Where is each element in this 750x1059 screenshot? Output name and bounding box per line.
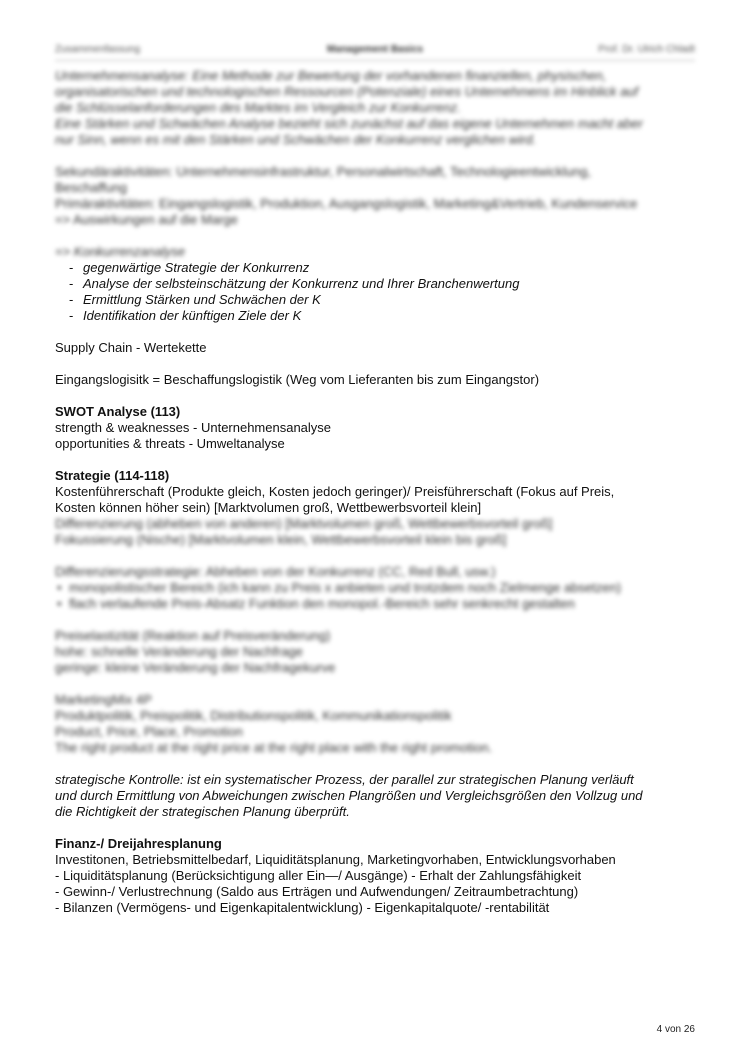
list-item: • monopolistischer Bereich (ich kann zu Preis x anbieten und trotzdem noch Zielmenge absetzen) <box>69 580 700 596</box>
page-header <box>55 44 695 61</box>
header-title: Management Basics <box>326 44 424 55</box>
page-content <box>55 68 700 916</box>
text-line: Fokussierung (Nische) [Marktvolumen klein, Wettbewerbsvorteil klein bis groß] <box>55 532 507 547</box>
page-number: 4 von 26 <box>656 1024 695 1035</box>
header-author: Prof. Dr. Ulrich Chladt <box>598 44 695 55</box>
text-line: => Auswirkungen auf die Marge <box>55 212 238 227</box>
text-line: hohe: schnelle Veränderung der Nachfrage <box>55 644 303 659</box>
text-line: => Konkurrenzanalyse <box>55 244 186 259</box>
kontrolle-line: strategische Kontrolle: ist ein systematischer Prozess, der parallel zur strategischen Planung verläuft <box>55 772 634 787</box>
konkurrenz-list <box>55 260 700 324</box>
text-line: Unternehmensanalyse: Eine Methode zur Bewertung der vorhandenen finanziellen, physischen, <box>55 68 607 83</box>
text-line: Product, Price, Place, Promotion <box>55 724 243 739</box>
list-item: - Ermittlung Stärken und Schwächen der K <box>83 292 700 308</box>
text-line: Investitonen, Betriebsmittelbedarf, Liquiditätsplanung, Marketingvorhaben, Entwicklungsvorhaben <box>55 852 616 867</box>
text-line: Beschaffung <box>55 180 128 195</box>
text-line: organisatorischen und technologischen Ressourcen (Potenziale) eines Unternehmens im Hinblick auf <box>55 84 639 99</box>
blurred-top-section <box>55 68 700 260</box>
text-line: Preiselastizität (Reaktion auf Preisveränderung) <box>55 628 331 643</box>
text-line: - Gewinn-/ Verlustrechnung (Saldo aus Erträgen und Aufwendungen/ Zeitraumbetrachtung) <box>55 884 579 899</box>
list-item: - gegenwärtige Strategie der Konkurrenz <box>83 260 700 276</box>
text-line: MarketingMix 4P <box>55 692 152 707</box>
header-left: Zusammenfassung <box>55 44 141 55</box>
text-line: die Schlüsselanforderungen des Marktes im Vergleich zur Konkurrenz. <box>55 100 461 115</box>
text-line: nur Sinn, wenn es mit den Stärken und Schwächen der Konkurrenz verglichen wird. <box>55 132 537 147</box>
eingangslogistik-text: Eingangslogisitk = Beschaffungslogistik (Weg vom Lieferanten bis zum Eingangstor) <box>55 372 540 387</box>
supply-chain-text: Supply Chain - Wertekette <box>55 340 207 355</box>
list-item: - Analyse der selbsteinschätzung der Konkurrenz und Ihrer Branchenwertung <box>83 276 700 292</box>
text-line: - Liquiditätsplanung (Berücksichtigung aller Ein—/ Ausgänge) - Erhalt der Zahlungsfähigkeit <box>55 868 582 883</box>
text-line: Produktpolitik, Preispolitik, Distributionspolitik, Kommunikationspolitik <box>55 708 452 723</box>
text-line: Eine Stärken und Schwächen Analyse bezieht sich zunächst auf das eigene Unternehmen macht aber <box>55 116 643 131</box>
text-line: The right product at the right price at the right place with the right promotion. <box>55 740 493 755</box>
strategie-heading: Strategie (114-118) <box>55 468 170 483</box>
kontrolle-line: die Richtigkeit der strategischen Planung überprüft. <box>55 804 350 819</box>
text-line: Kosten können höher sein) [Marktvolumen groß, Wettbewerbsvorteil klein] <box>55 500 482 515</box>
list-item: • flach verlaufende Preis-Absatz Funktion den monopol.-Bereich sehr senkrecht gestalten <box>69 596 700 612</box>
swot-heading: SWOT Analyse (113) <box>55 404 181 419</box>
text-line: - Bilanzen (Vermögens- und Eigenkapitalentwicklung) - Eigenkapitalquote/ -rentabilität <box>55 900 550 915</box>
kontrolle-line: und durch Ermittlung von Abweichungen zwischen Plangrößen und Vergleichsgrößen den Vollzug und <box>55 788 643 803</box>
text-line: Differenzierung (abheben von anderen) [Marktvolumen groß, Wettbewerbsvorteil groß] <box>55 516 553 531</box>
text-line: Differenzierungsstrategie: Abheben von der Konkurrenz (CC, Red Bull, usw.) <box>55 564 496 579</box>
text-line: strength & weaknesses - Unternehmensanalyse <box>55 420 332 435</box>
text-line: Kostenführerschaft (Produkte gleich, Kosten jedoch geringer)/ Preisführerschaft (Fokus auf Preis, <box>55 484 615 499</box>
blurred-middle-section <box>55 516 700 756</box>
text-line: Primäraktivitäten: Eingangslogistik, Produktion, Ausgangslogistik, Marketing&Vertrieb, Kundenservice <box>55 196 638 211</box>
finanz-heading: Finanz-/ Dreijahresplanung <box>55 836 222 851</box>
list-item: - Identifikation der künftigen Ziele der K <box>83 308 700 324</box>
text-line: Sekundäraktivitäten: Unternehmensinfrastruktur, Personalwirtschaft, Technologieentwicklung, <box>55 164 591 179</box>
blurred-bullet-list <box>55 580 700 612</box>
text-line: geringe: kleine Veränderung der Nachfragekurve <box>55 660 336 675</box>
text-line: opportunities & threats - Umweltanalyse <box>55 436 285 451</box>
